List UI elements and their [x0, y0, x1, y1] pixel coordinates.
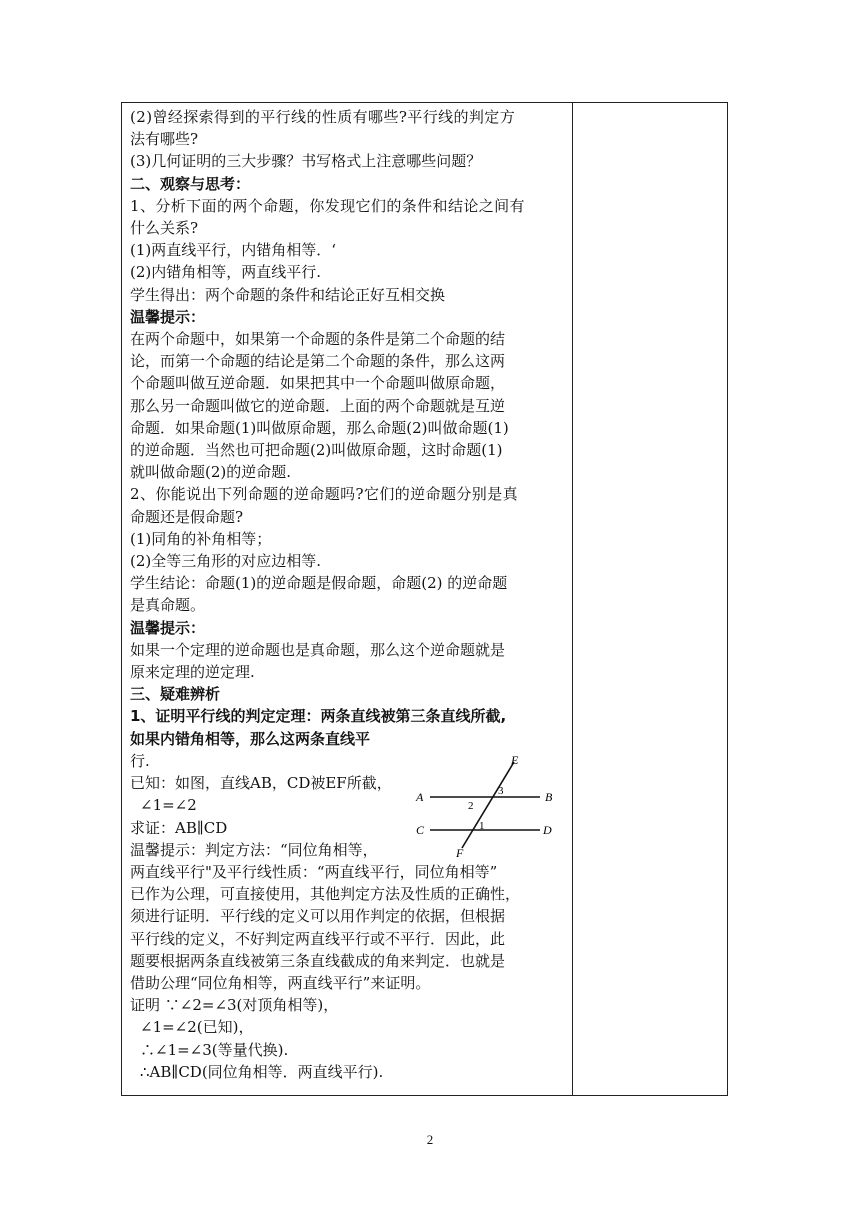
text-line: 法有哪些? [130, 130, 199, 149]
text-line: 2、你能说出下列命题的逆命题吗?它们的逆命题分别是真 [130, 485, 518, 504]
text-line: (1)同角的补角相等； [130, 529, 272, 548]
text-line: 已作为公理，可直接使用，其他判定方法及性质的正确性， [130, 885, 521, 904]
text-line: 个命题叫做互逆命题．如果把其中一个命题叫做原命题， [130, 374, 506, 393]
proof-line: ∠1=∠2(已知)， [140, 1018, 254, 1037]
tip-heading: 温馨提示： [130, 618, 206, 637]
text-line: 学生得出：两个命题的条件和结论正好互相交换 [130, 285, 446, 304]
label-c: C [416, 823, 425, 837]
text-line: 什么关系? [130, 219, 199, 238]
text-line: (1)两直线平行，内错角相等．‘ [130, 241, 337, 260]
text-line: (3)几何证明的三大步骤？书写格式上注意哪些问题？ [130, 152, 482, 171]
text-line: 借助公理“同位角相等，两直线平行”来证明。 [130, 973, 431, 992]
parallel-lines-figure [410, 754, 570, 860]
proof-line: 证明 ∵∠2=∠3(对顶角相等)， [130, 996, 339, 1015]
tip-line: 温馨提示：判定方法：“同位角相等， [130, 840, 378, 859]
text-line: 命题还是假命题? [130, 507, 244, 526]
text-line: 的逆命题．当然也可把命题(2)叫做原命题，这时命题(1) [130, 441, 503, 460]
section-heading: 三、疑难辨析 [130, 685, 221, 704]
theorem-line: 1、证明平行线的判定定理：两条直线被第三条直线所截, [130, 707, 507, 726]
proof-line: ∴AB∥CD(同位角相等．两直线平行). [140, 1062, 384, 1081]
text-line: 论，而第一个命题的结论是第二个命题的条件，那么这两 [130, 352, 506, 371]
text-line: 1、分析下面的两个命题，你发现它们的条件和结论之间有 [130, 196, 525, 215]
text-line: 两直线平行"及平行线性质：“两直线平行，同位角相等” [130, 862, 498, 881]
label-b: B [545, 790, 553, 804]
text-line: 平行线的定义，不好判定两直线平行或不平行．因此，此 [130, 929, 506, 948]
given-line: ∠1=∠2 [140, 796, 197, 815]
text-line: 原来定理的逆定理. [130, 663, 255, 682]
text-line: 如果一个定理的逆命题也是真命题，那么这个逆命题就是 [130, 640, 506, 659]
text-line: 命题．如果命题(1)叫做原命题，那么命题(2)叫做命题(1) [130, 418, 509, 437]
text-line: 行. [130, 751, 150, 770]
proof-line: ∴∠1=∠3(等量代换). [140, 1040, 289, 1059]
label-e: E [511, 754, 519, 767]
angle-label-2: 2 [468, 800, 474, 812]
tip-heading: 温馨提示： [130, 307, 206, 326]
page-number: 2 [426, 1132, 434, 1147]
text-line: (2)全等三角形的对应边相等. [130, 552, 322, 571]
text-line: 须进行证明．平行线的定义可以用作判定的依据，但根据 [130, 907, 506, 926]
text-line: 那么另一命题叫做它的逆命题．上面的两个命题就是互逆 [130, 396, 506, 415]
text-line: 在两个命题中，如果第一个命题的条件是第二个命题的结 [130, 330, 506, 349]
text-line: 就叫做命题(2)的逆命题. [130, 463, 292, 482]
label-a: A [416, 790, 424, 804]
section-heading: 二、观察与思考： [130, 174, 251, 193]
text-line: 题要根据两条直线被第三条直线截成的角来判定．也就是 [130, 951, 506, 970]
label-f: F [456, 846, 464, 860]
lesson-content [130, 106, 566, 1083]
label-d: D [543, 823, 552, 837]
angle-label-3: 3 [498, 785, 504, 797]
prove-line: 求证：AB∥CD [130, 818, 228, 837]
theorem-line: 如果内错角相等，那么这两条直线平 [130, 729, 371, 748]
table-column-divider [572, 102, 573, 1096]
given-line: 已知：如图，直线AB，CD被EF所截， [130, 774, 392, 793]
text-line: 学生结论：命题(1)的逆命题是假命题，命题(2) 的逆命题 [130, 574, 508, 593]
angle-label-1: 1 [479, 820, 485, 832]
text-line: (2)曾经探索得到的平行线的性质有哪些?平行线的判定方 [130, 108, 516, 126]
text-line: 是真命题。 [130, 596, 206, 615]
text-line: (2)内错角相等，两直线平行. [130, 263, 322, 282]
